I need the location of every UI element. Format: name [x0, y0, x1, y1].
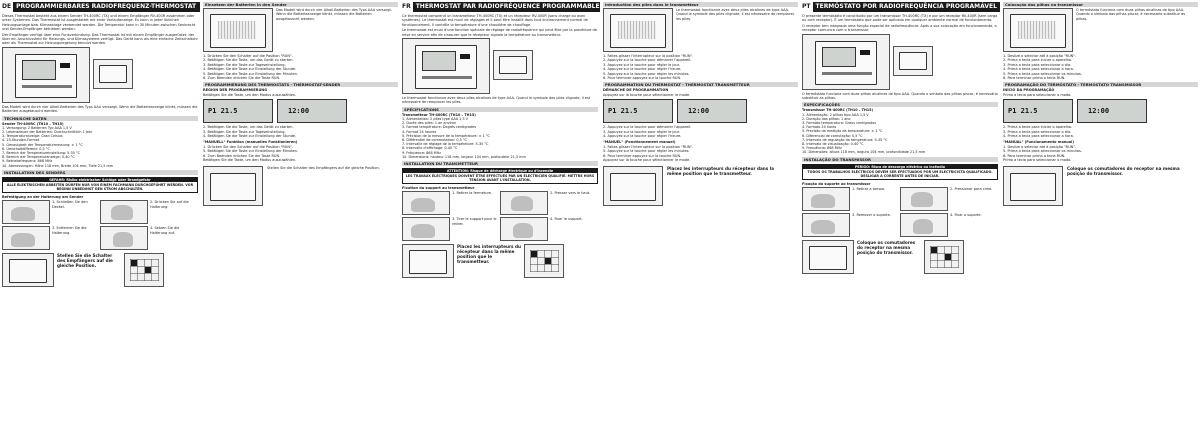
- programming-region: DÉMARCHE DE PROGRAMMATION: [603, 88, 669, 93]
- lcd-display-a: [203, 99, 273, 123]
- warning-body: ALLE ELEKTRISCHEN ARBEITEN DÜRFEN NUR VON EINEM FACHMANN DURCHGEFÜHRT WERDEN. VOR BEGINN UNBEDINGT DEN STROM ABSCHALTEN.: [6, 182, 194, 191]
- page-pt: [800, 0, 1200, 437]
- setup-step: 6. Pour terminer appuyez sur la touche RUN.: [603, 76, 682, 81]
- page-title: THERMOSTAT PAR RADIOFRÉQUENCE PROGRAMMABLE: [415, 3, 600, 10]
- battery-compartment: [218, 21, 256, 39]
- setup-step: 2. Appuyez sur la touche pour démarrer l'appareil.: [603, 58, 692, 63]
- spec-item: 5. Precisão da medição da temperatura: ± 1 °C: [802, 129, 883, 134]
- hand-illustration: [913, 219, 933, 234]
- spec-item: 9. Frequência: 868 MHz: [802, 146, 842, 151]
- danger-warning: [402, 168, 598, 184]
- thermostat-lcd: [422, 51, 456, 71]
- setup-step: 1. Drücken Sie den Schalter auf die Position "RUN".: [203, 144, 293, 149]
- install-figure-2: [500, 191, 548, 215]
- receiver-switch-figure: [802, 240, 854, 274]
- spec-item: 8. Intervalo de visualização: 0-40 °C: [802, 142, 864, 147]
- section-install: INSTALLATION DES SENDERS: [2, 170, 198, 175]
- spec-item: 10. Dimensões: altura 118 mm, largura 104 mm, profundidade 21,5 mm: [802, 150, 926, 155]
- right-column: [603, 2, 798, 437]
- install-caption-3: 3. Remover o suporte.: [852, 213, 891, 218]
- install-figure-3: [802, 213, 850, 237]
- battery-insert-caption: Das Modell wird durch vier Alkali-Batterien des Typs AAA versorgt. Wenn die Batterieanzeige blinkt, müssen die Batterien ausgetauscht werden.: [276, 8, 392, 21]
- danger-warning: [802, 164, 998, 180]
- setup-step: 3. Appuyez sur la touche pour régler le jour.: [603, 62, 680, 67]
- page-header: [800, 2, 1000, 12]
- thermostat-device: [815, 41, 877, 85]
- install-caption-1: 1. Retirar a tampa.: [852, 187, 886, 192]
- install-figure-1: [802, 187, 850, 211]
- programming-region: INÍCIO DA PROGRAMAÇÃO: [1003, 88, 1055, 93]
- install-figure-3: [2, 226, 50, 250]
- dip-switch-figure: [924, 240, 964, 274]
- receiver-switch-caption: Stellen Sie die Schalter des Empfängers auf die gleiche Position.: [57, 253, 113, 269]
- wall-step-title: Befestigung an der Halterung am Sender: [2, 194, 84, 199]
- spec-item: 9. Betriebsfrequenz: 868 MHz: [2, 159, 53, 164]
- receiver-device: [210, 173, 256, 201]
- receiver-settings-figure: [1003, 166, 1063, 206]
- hand-illustration: [11, 207, 35, 221]
- left-column: [402, 14, 598, 437]
- lcd-display-a: [1003, 99, 1073, 123]
- spec-item: 3. Format température: Degrés centigrades: [402, 125, 476, 130]
- setup-step: 2. Appuyez sur la touche pour démarrer l'appareil.: [603, 125, 692, 130]
- thermostat-device: [15, 54, 77, 98]
- intro-paragraph-2: O receptor tem integrada uma função especial de radiofrequência. Após a sua colocação em funcionamento, o receptor comunica com o transmissor.: [802, 23, 997, 33]
- dip-switch-on: [131, 260, 137, 266]
- install-figure-4: [500, 217, 548, 241]
- mode-note: Prima a tecla para seleccionar o modo.: [1003, 92, 1072, 97]
- hand-illustration: [411, 198, 435, 212]
- install-caption-2: 2. Presser vers le haut.: [550, 191, 591, 196]
- spec-item: 4. 23-Stunden-Format: [2, 138, 40, 143]
- setup-step: 3. Prima a tecla para seleccionar o dia.: [1003, 62, 1072, 67]
- intro-paragraph: Ce thermostat comprend un transmetteur TH-400RC (TX) et un récepteur RV-400R (sans charge ou avec systèmes). Le thermostat est muni de réglages et il peut être installé dans tout environnement normal de fonctionnement. Il contrôle la température d'une chaudière de chauffage.: [402, 14, 588, 27]
- spec-item: 3. Formato temperatura: Graus centígrados: [802, 121, 877, 126]
- setup-step: 1. Faites glisser l'interrupteur sur la position "RUN".: [603, 144, 694, 149]
- battery-note: O termóstato funciona com duas pilhas alcalinas de tipo AAA. Quando o símbolo das pilhas piscar, é necessário substituir as pilhas.: [802, 91, 998, 101]
- setup-steps: [1003, 54, 1198, 80]
- dip-switch-on: [945, 254, 951, 260]
- battery-insert-figure: [1003, 8, 1073, 52]
- manual-steps: [1003, 145, 1198, 158]
- receiver-device: [809, 246, 847, 270]
- manual-mode-title: "MANUEL" (Fonctionnement manuel): [603, 140, 676, 145]
- receiver-device: [499, 56, 527, 74]
- hand-illustration: [113, 232, 133, 247]
- page-header: [0, 2, 200, 12]
- thermostat-buttons: [422, 76, 472, 79]
- lcd-readout: 12:00: [688, 107, 710, 116]
- install-caption-4: 4. Setzen Sie die Halterung auf.: [150, 226, 180, 235]
- spec-item: 6. Différentiel de commutation: 0,5 °C: [402, 138, 467, 143]
- spec-item: 4. Formato 24 horas: [802, 125, 837, 130]
- hand-illustration: [513, 223, 533, 238]
- lcd-readout: 12:00: [288, 107, 310, 116]
- section-programming: PROGRAMAÇÃO DO TERMÓSTATO - TERMÓSTATO TRANSMISSOR: [1003, 82, 1198, 87]
- thermostat-buttons: [22, 85, 72, 88]
- spec-item: 6. Diferencial de comutação: 0,5 °C: [802, 133, 863, 138]
- left-column: [802, 14, 998, 437]
- dip-switch-on: [931, 247, 937, 253]
- battery-insert-figure: [203, 8, 273, 52]
- install-caption-3: 3. Tirer le support pour le retirer.: [452, 217, 497, 226]
- spec-item: 8. Bereich der Temperaturanzeige: 0-40 °C: [2, 155, 75, 160]
- receiver-switch-caption: Coloque os comutadores do receptor na mesma posição do transmissor.: [857, 240, 916, 256]
- setup-steps: [603, 54, 798, 80]
- receiver-settings-figure: [203, 166, 263, 206]
- setup-step: 6. Para terminar prima a tecla RUN.: [1003, 76, 1066, 81]
- section-tech-data: SPÉCIFICATIONS: [402, 107, 598, 112]
- spec-item: 9. Fréquence: 868 MHz: [402, 150, 441, 155]
- spec-item: 2. Lebensdauer der Batterien: Durchschnittlich 1 Jahr: [2, 130, 93, 135]
- battery-note: Le thermostat fonctionne avec deux piles alcalines de type AAA. Quand le symbole des piles clignote, il est nécessaire de remplacer les piles.: [402, 96, 591, 105]
- setup-step: 6. Para terminar prima a tecla RUN.: [1003, 153, 1066, 158]
- setup-step: 2. Betätigen Sie die Taste, um das Gerät zu starten.: [203, 58, 294, 63]
- programming-region: REGION DER PROGRAMMIERUNG: [203, 88, 268, 93]
- spec-title: Sender TH-400RC (TH10 – TH15): [2, 121, 64, 126]
- receiver-device: [899, 52, 927, 70]
- manual-steps: [203, 145, 398, 158]
- hand-illustration: [811, 194, 835, 208]
- dip-switch-on: [531, 251, 537, 257]
- section-battery: Einsetzen der Batterien in den Sender: [203, 2, 398, 7]
- setup-step: 3. Betätigen Sie die Taste zur Tageseinstellung.: [203, 62, 286, 67]
- receiver-device: [9, 259, 47, 283]
- section-install: INSTALLATION DU TRANSMETTEUR: [402, 161, 598, 166]
- language-code: FR: [402, 3, 411, 10]
- thermostat-device: [415, 45, 477, 89]
- thermostat-lcd: [22, 60, 56, 80]
- manual-steps: [603, 145, 798, 158]
- spec-item: 7. Intervalo de regulação da temperatura: 5-35 °C: [802, 137, 888, 142]
- lcd-display-a: [603, 99, 673, 123]
- spec-item: 6. Umschaltdifferenz: 0,5 °C: [2, 146, 50, 151]
- receiver-settings-caption: Placez les interrupteurs du récepteur dans la même position que le transmetteur.: [667, 165, 775, 176]
- install-caption-4: 4. Fixer le support.: [550, 217, 583, 222]
- thermostat-lcd: [822, 47, 856, 67]
- lcd-readout: P1 21.5: [208, 107, 238, 116]
- dip-switch-on: [145, 267, 151, 273]
- setup-step: 1. Drücken Sie den Schalter auf die Position "RUN".: [203, 54, 293, 58]
- spec-title: Transmissor TH-400RC (TH10 – TH15): [802, 108, 874, 113]
- section-battery: Introduction des piles dans le transmetteur: [603, 2, 798, 7]
- section-programming: PROGRAMMIERUNG DES THERMOSTATS - THERMOSTAT-SENDER: [203, 82, 398, 87]
- dip-switch-figure: [524, 244, 564, 278]
- setup-step: 5. Appuyez sur la touche pour régler les minutes.: [603, 149, 690, 154]
- setup-step: 4. Prima a tecla para seleccionar a hora.: [1003, 134, 1074, 139]
- battery-insert-caption: Le thermostat fonctionne avec deux piles alcalines de type AAA. Quand le symbole des piles clignote, il est nécessaire de remplacer les piles.: [676, 8, 795, 21]
- receiver-switch-figure: [2, 253, 54, 287]
- page-de: [0, 0, 400, 437]
- receiver-device: [409, 250, 447, 274]
- thermostat-illustration: [2, 47, 90, 103]
- setup-step: 5. Appuyez sur la touche pour régler les minutes.: [603, 71, 690, 76]
- spec-item: 1. Versorgung: 2 Batterien Typ AAA 1,5 V: [2, 125, 72, 130]
- install-caption-3: 3. Entfernen Sie die Halterung.: [52, 226, 87, 235]
- program-steps: [203, 125, 398, 138]
- manual-mode-title: "MANUAL" (Funcionamento manual): [1003, 140, 1074, 145]
- setup-step: 6. Zum Beenden drücken Sie die Taste RUN.: [203, 153, 281, 158]
- page-title: TERMÓSTATO POR RADIOFREQUÊNCIA PROGRAMÁVEL: [815, 3, 997, 10]
- install-figure-1: [2, 200, 50, 224]
- spec-list: [402, 113, 598, 159]
- spec-list: [2, 122, 198, 168]
- battery-insert-caption: O termóstato funciona com duas pilhas alcalinas de tipo AAA. Quando o símbolo das pilhas piscar, é necessário substituir as pilhas.: [1076, 8, 1186, 21]
- hand-illustration: [411, 224, 435, 238]
- section-battery: Colocação das pilhas no transmissor: [1003, 2, 1198, 7]
- setup-step: 2. Prima a tecla para iniciar o aparelho.: [1003, 125, 1072, 130]
- lcd-readout: P1 21.5: [608, 107, 638, 116]
- spec-item: 4. Format 24 heures: [402, 129, 437, 134]
- dip-switch-on: [545, 258, 551, 264]
- receiver-device: [1010, 173, 1056, 201]
- lcd-display-b: [677, 99, 747, 123]
- manual-mode-title: "MANUELL" Funktion (manuelles Funktionieren): [203, 140, 298, 145]
- spec-item: 2. Duração das pilhas: 1 ano: [802, 116, 851, 121]
- spec-item: 8. Intervalle d'affichage: 0-40 °C: [402, 146, 458, 151]
- page-title: PROGRAMMIERBARES RADIOFREQUENZ-THERMOSTAT: [16, 3, 197, 10]
- spec-item: 10. Dimensions: hauteur 118 mm, largeur 104 mm, profondeur 21,5 mm: [402, 154, 526, 159]
- dip-switch-figure: [124, 253, 164, 287]
- mode-note: Betätigen Sie die Taste, um den Modus auszuwählen.: [203, 92, 297, 97]
- thermostat-buttons: [822, 72, 872, 75]
- wall-step-title: Fixação do suporte ao transmissor: [802, 181, 871, 186]
- spec-item: 3. Temperaturanzeige: Grad Celsius: [2, 134, 63, 139]
- intro-paragraph-2: Le thermostat est muni d'une fonction spéciale de réglage de radiofréquence qui peut être par la procédure de mise en service afin de s'assurer que le récepteur signale la température au transmetteur.: [402, 28, 597, 37]
- receiver-illustration: [93, 59, 133, 89]
- setup-step: 6. Pour terminer appuyez sur la touche RUN.: [603, 153, 682, 158]
- intro-paragraph-2: Der Empfänger verfügt über eine Funkverbindung. Das Thermostat ist mit einem Empfänger ausgerüstet, der über ein Anschlussfeld für Heizungs- und Klimasysteme verfügt. Das Gerät kann als eine einfache Zeitschaltuhr oder als Thermostat zur Heizungsregelung benutzt werden.: [2, 32, 198, 46]
- intro-text: [402, 14, 598, 37]
- setup-step: 5. Prima a tecla para seleccionar os minutos.: [1003, 71, 1082, 76]
- spec-item: 7. Bereich der Temperatureinstellung: 5-35 °C: [2, 151, 81, 156]
- lcd-display-b: [277, 99, 347, 123]
- right-column: [1003, 2, 1198, 437]
- wall-step-title: Fixation du support au transmetteur: [402, 186, 475, 191]
- receiver-settings-caption: Stellen Sie die Schalter des Empfängers auf die gleiche Position.: [267, 165, 380, 170]
- warning-title: ATTENTION: Risque de décharge électrique ou d'incendie: [403, 169, 597, 173]
- warning-body: TODOS OS TRABALHOS ELÉCTRICOS DEVEM SER EFECTUADOS POR UM ELECTRICISTA QUALIFICADO. DESLIGAR A CORRENTE ANTES DE INICIAR.: [807, 169, 993, 178]
- spec-item: 7. Intervalle de réglage de la température: 5-35 °C: [402, 142, 489, 147]
- danger-warning: [2, 177, 198, 193]
- battery-icon: [60, 63, 70, 68]
- language-code: DE: [2, 3, 12, 10]
- receiver-illustration: [493, 50, 533, 80]
- setup-step: 1. Deslize o selector até à posição "RUN".: [1003, 144, 1076, 149]
- section-install: INSTALAÇÃO DO TRANSMISSOR: [802, 157, 998, 162]
- install-caption-2: 2. Drücken Sie auf die Halterung.: [150, 200, 189, 209]
- install-figure-3: [402, 217, 450, 241]
- left-column: [2, 14, 198, 437]
- spec-item: 5. Genauigkeit der Temperaturmessung: ± 1 °C: [2, 142, 83, 147]
- page-header: [400, 2, 600, 12]
- setup-step: 4. Betätigen Sie die Taste zur Einstellung der Stunde.: [203, 134, 297, 139]
- setup-step: 3. Prima a tecla para seleccionar o dia.: [1003, 129, 1072, 134]
- receiver-switch-caption: Placez les interrupteurs du récepteur dans la même position que le transmetteur.: [457, 244, 521, 265]
- spec-title: Transmetteur TH-400RC (TH10 – TH15): [402, 112, 476, 117]
- setup-step: 2. Prima a tecla para iniciar o aparelho.: [1003, 58, 1072, 63]
- install-caption-2: 2. Pressionar para cima.: [950, 187, 993, 192]
- setup-step: 4. Prima a tecla para seleccionar a hora.: [1003, 67, 1074, 72]
- setup-step: 2. Betätigen Sie die Taste, um das Gerät zu starten.: [203, 125, 294, 130]
- battery-icon: [460, 54, 470, 59]
- setup-steps: [203, 54, 398, 80]
- mode-note-2: Appuyez sur la touche pour sélectionner le mode.: [603, 158, 691, 163]
- receiver-settings-figure: [603, 166, 663, 206]
- hand-illustration: [911, 192, 933, 207]
- spec-item: 10. Abmessungen: Höhe 118 mm, Breite 104 mm, Tiefe 21,5 mm: [2, 163, 114, 168]
- warning-title: PERIGO: Risco de descarga eléctrica ou incêndio: [803, 165, 997, 169]
- thermostat-illustration: [802, 34, 890, 90]
- install-figure-4: [100, 226, 148, 250]
- mode-note: Appuyez sur la touche pour sélectionner le mode.: [603, 92, 691, 97]
- install-figure-2: [900, 187, 948, 211]
- install-figure-1: [402, 191, 450, 215]
- battery-compartment: [618, 21, 656, 39]
- intro-paragraph: O presente termóstato é constituído por um transmissor TH-400RC (TX) e por um receptor RV-400R (sem carga ou com receptor). É um termóstato que pode ser aplicado em qualquer ambiente normal de funcionamento.: [802, 14, 998, 23]
- thermostat-illustration: [402, 38, 490, 94]
- program-steps: [1003, 125, 1198, 138]
- battery-insert-figure: [603, 8, 673, 52]
- battery-icon: [860, 50, 870, 55]
- setup-step: 1. Faites glisser l'interrupteur sur la position "RUN".: [603, 54, 694, 58]
- setup-step: 3. Betätigen Sie die Taste zur Tageseinstellung.: [203, 129, 286, 134]
- receiver-switch-figure: [402, 244, 454, 278]
- setup-step: 3. Appuyez sur la touche pour régler le jour.: [603, 129, 680, 134]
- mode-note-2: Betätigen Sie die Taste, um den Modus auszuwählen.: [203, 158, 297, 163]
- section-programming: PROGRAMMATION DU THERMOSTAT - THERMOSTAT TRANSMETTEUR: [603, 82, 798, 87]
- install-caption-4: 4. Fixar o suporte.: [950, 213, 982, 218]
- intro-text: [2, 14, 198, 46]
- right-column: [203, 2, 398, 437]
- spec-list: [802, 108, 998, 154]
- lcd-display-b: [1077, 99, 1147, 123]
- install-figure-4: [900, 213, 948, 237]
- battery-note: Das Modell wird durch vier Alkali-Batterien des Typs AAA versorgt. Wenn die Batterieanzeige blinkt, müssen die Batterien ausgetauscht werden.: [2, 104, 198, 114]
- intro-paragraph: Dieses Thermostat besteht aus einem Sender TH-400RC (TX) und einem Empfänger RV-400R zusammen oder unter Systemen. Das Thermostat ist ausgestattet mit einer Vorlaufanzeige. Es kann in jeder üblichen Heizungsanlage bzw. Klimaanlage verwendet werden. Die Temperatur kann in 30 Minuten zwischen Senkrecht und Sender-Empfänger betrieben werden.: [2, 14, 196, 32]
- setup-step: 1. Deslize o selector até à posição "RUN".: [1003, 54, 1076, 58]
- warning-body: LES TRAVAUX ÉLECTRIQUES DOIVENT ÊTRE EFFECTUÉS PAR UN ÉLECTRICIEN QUALIFIÉ. METTRE HORS TENSION AVANT L'INSTALLATION.: [405, 174, 595, 183]
- spec-item: 5. Précision de la mesure de la température: ± 1 °C: [402, 133, 490, 138]
- section-tech-data: TECHNISCHE DATEN: [2, 116, 198, 121]
- spec-item: 2. Durée des piles: 1 an environ: [402, 121, 457, 126]
- warning-title: GEFAHR: Risiko elektrischer Schläge oder Brandgefahr: [3, 178, 197, 182]
- setup-step: 4. Appuyez sur la touche pour régler l'heure.: [603, 134, 682, 139]
- hand-illustration: [11, 233, 35, 247]
- setup-step: 4. Appuyez sur la touche pour régler l'heure.: [603, 67, 682, 72]
- spec-item: 1. Alimentação: 2 pilhas tipo AAA 1,5 V: [802, 112, 869, 117]
- intro-text: [802, 14, 998, 33]
- install-caption-1: 1. Retirer la fermeture.: [452, 191, 493, 196]
- hand-illustration: [511, 196, 533, 211]
- setup-step: 6. Zum Beenden drücken Sie die Taste RUN.: [203, 76, 281, 81]
- lcd-readout: 12:00: [1088, 107, 1110, 116]
- program-steps: [603, 125, 798, 138]
- install-figure-2: [100, 200, 148, 224]
- language-code: PT: [802, 3, 811, 10]
- receiver-device: [99, 65, 127, 83]
- setup-step: 5. Betätigen Sie die Taste zur Einstellung der Minuten.: [203, 71, 298, 76]
- hand-illustration: [111, 205, 133, 220]
- battery-compartment: [1018, 21, 1056, 39]
- receiver-illustration: [893, 46, 933, 76]
- section-tech-data: ESPECIFICAÇÕES: [802, 102, 998, 107]
- mode-note-2: Prima a tecla para seleccionar o modo.: [1003, 158, 1072, 163]
- receiver-settings-caption: Coloque os comutadores do receptor na mesma posição do transmissor.: [1067, 165, 1180, 176]
- setup-step: 5. Betätigen Sie die Taste zur Einstellung der Minuten.: [203, 149, 298, 154]
- receiver-device: [610, 173, 656, 201]
- lcd-readout: P1 21.5: [1008, 107, 1038, 116]
- hand-illustration: [811, 220, 835, 234]
- install-caption-1: 1. Schließen Sie den Deckel.: [52, 200, 88, 209]
- page-fr: [400, 0, 800, 437]
- setup-step: 4. Betätigen Sie die Taste zur Einstellung der Stunde.: [203, 67, 297, 72]
- setup-step: 5. Prima a tecla para seleccionar os minutos.: [1003, 149, 1082, 154]
- spec-item: 1. Alimentation: 2 piles type AAA 1,5 V: [402, 117, 469, 122]
